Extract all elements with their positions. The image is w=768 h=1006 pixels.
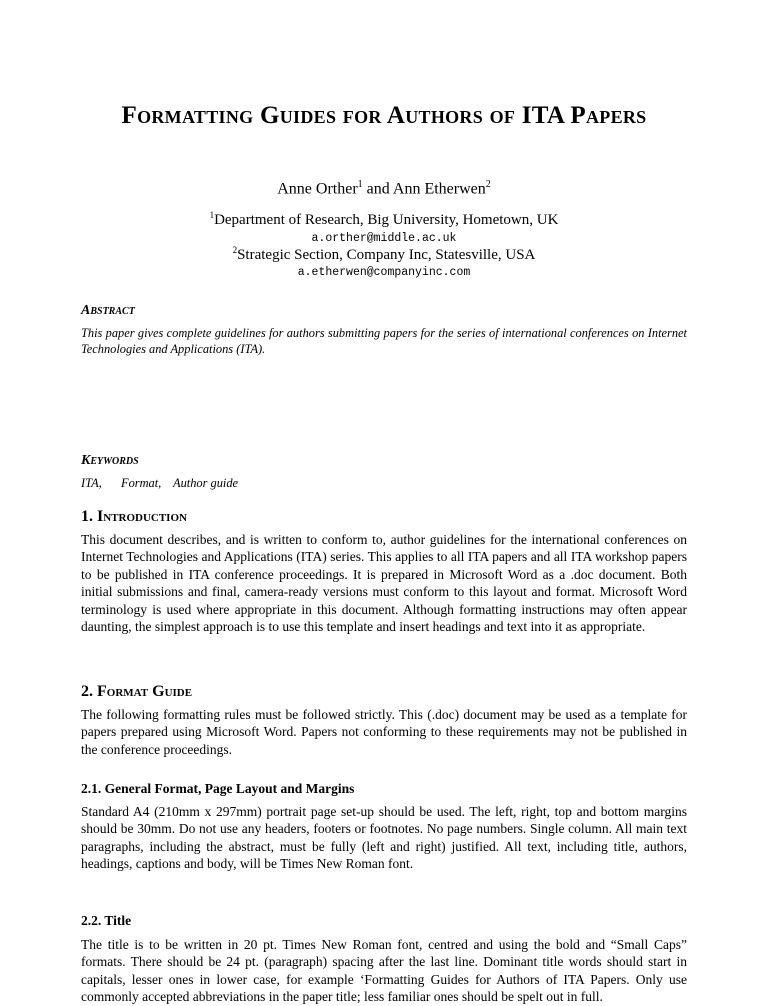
paper-title: Formatting Guides for Authors of ITA Papers [121, 102, 647, 129]
affiliation-1-text: Department of Research, Big University, Hometown, UK [214, 212, 559, 228]
abstract-text: This paper gives complete guidelines for authors submitting papers for the series of international conferences on Internet Technologies and Applications (ITA). [81, 326, 687, 356]
author-and: and [366, 180, 390, 198]
subsection-heading-title: 2.2. Title [81, 913, 132, 928]
abstract-heading: Abstract [81, 303, 135, 318]
section-heading-format-guide: 2. Format Guide [81, 683, 193, 700]
affiliation-2-email: a.etherwen@companyinc.com [297, 266, 471, 279]
title-rules-paragraph: The title is to be written in 20 pt. Times New Roman font, centred and using the bold and “Small Caps” formats. There should be 24 pt. (paragraph) spacing after the last line. Dominant title words should start in capitals, lesser ones in lower case, for example ‘Formatting Guides for Authors of ITA Papers. Only use commonly accepted abbreviations in the paper title; less familiar ones should be spelt out in full. [81, 937, 687, 1005]
author-2-sup: 2 [485, 179, 491, 190]
section-heading-introduction: 1. Introduction [81, 508, 187, 525]
author-1: Anne Orther [277, 180, 358, 198]
keyword-1: ITA, [81, 476, 102, 490]
keyword-3: Author guide [173, 476, 239, 490]
keywords-heading: Keywords [81, 453, 139, 468]
affiliation-1-email: a.orther@middle.ac.uk [311, 232, 457, 245]
general-format-paragraph: Standard A4 (210mm x 297mm) portrait page set-up should be used. The left, right, top and bottom margins should be 30mm. Do not use any headers, footers or footnotes. No page numbers. Single column. All main text paragraphs, including the abstract, must be fully (left and right) justified. All text, including title, authors, headings, captions and body, will be Times New Roman font. [81, 804, 687, 872]
affiliation-1 [0, 210, 768, 229]
affiliation-1-sup: 1 [209, 210, 215, 220]
introduction-paragraph: This document describes, and is written to conform to, author guidelines for the international conferences on Internet Technologies and Applications (ITA) series. This applies to all ITA papers and all ITA workshop papers to be published in ITA conference proceedings. It is prepared in Microsoft Word as a .doc document. Both initial submissions and final, camera-ready versions must conform to this layout and format. Microsoft Word terminology is used where appropriate in this document. Although formatting instructions may often appear daunting, the simplest approach is to use this template and insert headings and text into it as appropriate. [81, 532, 687, 635]
author-1-sup: 1 [357, 179, 363, 190]
author-2: Ann Etherwen [392, 180, 486, 198]
keyword-2: Format, [121, 476, 162, 490]
subsection-heading-general-format: 2.1. General Format, Page Layout and Margins [81, 781, 355, 796]
author-line [0, 179, 768, 198]
affiliation-2 [0, 245, 768, 264]
affiliation-2-sup: 2 [232, 245, 238, 255]
format-guide-paragraph: The following formatting rules must be followed strictly. This (.doc) document may be used as a template for papers prepared using Microsoft Word. Papers not conforming to these requirements may not be published in the conference proceedings. [81, 707, 687, 757]
affiliation-2-text: Strategic Section, Company Inc, Statesville, USA [237, 247, 536, 263]
